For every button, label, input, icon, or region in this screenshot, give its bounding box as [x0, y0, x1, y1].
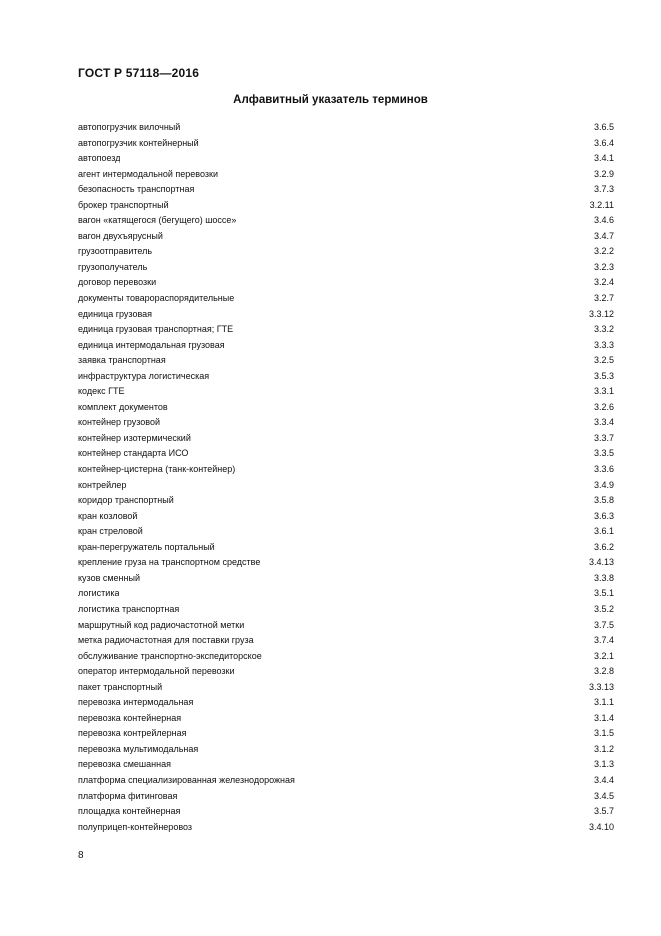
index-entry — [78, 291, 614, 307]
index-section-ref: 3.5.7 — [593, 806, 614, 817]
index-entry — [78, 571, 614, 587]
index-section-ref: 3.5.8 — [593, 495, 614, 506]
index-term: кодекс ГТЕ — [78, 386, 125, 397]
index-term: оператор интермодальной перевозки — [78, 666, 235, 677]
index-section-ref: 3.6.5 — [593, 122, 614, 132]
index-entry — [78, 136, 614, 152]
index-section-ref: 3.3.5 — [593, 448, 614, 459]
index-section-ref: 3.3.2 — [593, 324, 614, 335]
index-section-ref: 3.7.5 — [593, 619, 614, 630]
index-section-ref: 3.2.9 — [593, 168, 614, 179]
index-term: перевозка смешанная — [78, 759, 171, 770]
index-term: безопасность транспортная — [78, 184, 195, 195]
index-entry — [78, 726, 614, 742]
index-term: кузов сменный — [78, 572, 140, 583]
index-entry — [78, 664, 614, 680]
index-entry — [78, 151, 614, 167]
section-title: Алфавитный указатель терминов — [233, 94, 428, 106]
index-section-ref: 3.3.13 — [588, 681, 614, 692]
index-term: платформа специализированная железнодорожная — [78, 774, 295, 785]
index-section-ref: 3.2.3 — [593, 261, 614, 272]
index-section-ref: 3.7.4 — [593, 635, 614, 646]
index-entry — [78, 275, 614, 291]
page-number: 8 — [78, 850, 84, 861]
index-term: перевозка контрейлерная — [78, 728, 187, 739]
index-term: перевозка мультимодальная — [78, 743, 199, 754]
index-term: автопогрузчик вилочный — [78, 122, 181, 132]
index-term: грузоотправитель — [78, 246, 153, 257]
index-section-ref: 3.4.1 — [593, 153, 614, 164]
index-section-ref: 3.2.5 — [593, 355, 614, 366]
index-section-ref: 3.2.11 — [589, 199, 614, 210]
index-section-ref: 3.1.5 — [593, 728, 614, 739]
index-entry — [78, 742, 614, 758]
index-term: контрейлер — [78, 479, 127, 490]
index-entry — [78, 680, 614, 696]
index-term: перевозка интермодальная — [78, 697, 194, 708]
index-term: агент интермодальной перевозки — [78, 168, 218, 179]
index-term: кран стреловой — [78, 526, 143, 537]
index-section-ref: 3.4.4 — [593, 774, 614, 785]
index-entry — [78, 633, 614, 649]
index-section-ref: 3.2.1 — [593, 650, 614, 661]
index-entry — [78, 198, 614, 214]
index-entry — [78, 322, 614, 338]
index-term: автопогрузчик контейнерный — [78, 137, 199, 148]
index-entry — [78, 400, 614, 416]
index-entry — [78, 586, 614, 602]
index-section-ref: 3.6.2 — [593, 541, 614, 552]
index-term: единица грузовая — [78, 308, 153, 319]
index-section-ref: 3.2.4 — [593, 277, 614, 288]
index-entry — [78, 167, 614, 183]
index-entry — [78, 120, 614, 136]
index-term: кран козловой — [78, 510, 138, 521]
index-section-ref: 3.6.4 — [593, 137, 614, 148]
index-term: единица грузовая транспортная; ГТЕ — [78, 324, 234, 335]
index-term: крепление груза на транспортном средстве — [78, 557, 261, 568]
index-entry — [78, 446, 614, 462]
index-section-ref: 3.3.3 — [593, 339, 614, 350]
index-entry — [78, 415, 614, 431]
index-section-ref: 3.3.7 — [593, 432, 614, 443]
index-entry — [78, 555, 614, 571]
index-term: коридор транспортный — [78, 495, 174, 506]
index-entry — [78, 431, 614, 447]
index-section-ref: 3.2.2 — [593, 246, 614, 257]
index-term: логистика транспортная — [78, 603, 180, 614]
index-entry — [78, 820, 614, 836]
index-entry — [78, 182, 614, 198]
index-term: документы товарораспорядительные — [78, 293, 235, 304]
index-term: брокер транспортный — [78, 199, 169, 210]
index-term: контейнер-цистерна (танк-контейнер) — [78, 464, 236, 475]
index-section-ref: 3.7.3 — [593, 184, 614, 195]
index-entry — [78, 804, 614, 820]
index-section-ref: 3.3.4 — [593, 417, 614, 428]
index-section-ref: 3.2.7 — [593, 293, 614, 304]
index-entry — [78, 649, 614, 665]
index-term: логистика — [78, 588, 120, 599]
index-entry — [78, 493, 614, 509]
index-term: контейнер изотермический — [78, 432, 191, 443]
index-term: платформа фитинговая — [78, 790, 178, 801]
index-entry — [78, 711, 614, 727]
index-section-ref: 3.3.12 — [588, 308, 614, 319]
index-term: договор перевозки — [78, 277, 157, 288]
index-term: комплект документов — [78, 401, 168, 412]
index-entry — [78, 260, 614, 276]
index-term: контейнер стандарта ИСО — [78, 448, 189, 459]
index-term: инфраструктура логистическая — [78, 370, 210, 381]
index-entry — [78, 307, 614, 323]
index-term: автопоезд — [78, 153, 121, 164]
index-section-ref: 3.5.2 — [593, 603, 614, 614]
index-section-ref: 3.3.8 — [593, 572, 614, 583]
index-section-ref: 3.4.7 — [593, 230, 614, 241]
index-term: кран-перегружатель портальный — [78, 541, 215, 552]
index-section-ref: 3.1.2 — [593, 743, 614, 754]
index-entry — [78, 369, 614, 385]
index-entry — [78, 213, 614, 229]
index-term: вагон «катящегося (бегущего) шоссе» — [78, 215, 237, 226]
index-term: вагон двухъярусный — [78, 230, 163, 241]
index-term: площадка контейнерная — [78, 806, 181, 817]
term-index-list — [78, 120, 614, 835]
index-section-ref: 3.2.6 — [593, 401, 614, 412]
index-entry — [78, 353, 614, 369]
index-section-ref: 3.6.1 — [593, 526, 614, 537]
index-term: заявка транспортная — [78, 355, 166, 366]
index-term: единица интермодальная грузовая — [78, 339, 225, 350]
index-entry — [78, 524, 614, 540]
index-entry — [78, 244, 614, 260]
index-entry — [78, 695, 614, 711]
index-entry — [78, 478, 614, 494]
index-section-ref: 3.3.1 — [593, 386, 614, 397]
index-section-ref: 3.4.6 — [593, 215, 614, 226]
index-section-ref: 3.1.4 — [593, 712, 614, 723]
index-section-ref: 3.2.8 — [593, 666, 614, 677]
index-entry — [78, 789, 614, 805]
index-entry — [78, 229, 614, 245]
index-term: грузополучатель — [78, 261, 148, 272]
index-section-ref: 3.4.13 — [588, 557, 614, 568]
index-entry — [78, 602, 614, 618]
index-section-ref: 3.1.3 — [593, 759, 614, 770]
index-section-ref: 3.6.3 — [593, 510, 614, 521]
index-term: полуприцеп-контейнеровоз — [78, 821, 193, 832]
index-term: контейнер грузовой — [78, 417, 160, 428]
index-section-ref: 3.4.9 — [593, 479, 614, 490]
document-header: ГОСТ Р 57118—2016 — [78, 66, 200, 80]
index-section-ref: 3.5.3 — [593, 370, 614, 381]
index-entry — [78, 618, 614, 634]
index-section-ref: 3.4.5 — [593, 790, 614, 801]
index-entry — [78, 384, 614, 400]
index-entry — [78, 338, 614, 354]
index-section-ref: 3.1.1 — [593, 697, 614, 708]
index-entry — [78, 540, 614, 556]
index-entry — [78, 509, 614, 525]
index-section-ref: 3.4.10 — [588, 821, 614, 832]
index-term: обслуживание транспортно-экспедиторское — [78, 650, 262, 661]
index-term: перевозка контейнерная — [78, 712, 182, 723]
index-section-ref: 3.3.6 — [593, 464, 614, 475]
index-entry — [78, 462, 614, 478]
index-term: маршрутный код радиочастотной метки — [78, 619, 245, 630]
index-entry — [78, 773, 614, 789]
index-term: метка радиочастотная для поставки груза — [78, 635, 254, 646]
index-entry — [78, 757, 614, 773]
index-section-ref: 3.5.1 — [593, 588, 614, 599]
index-term: пакет транспортный — [78, 681, 163, 692]
